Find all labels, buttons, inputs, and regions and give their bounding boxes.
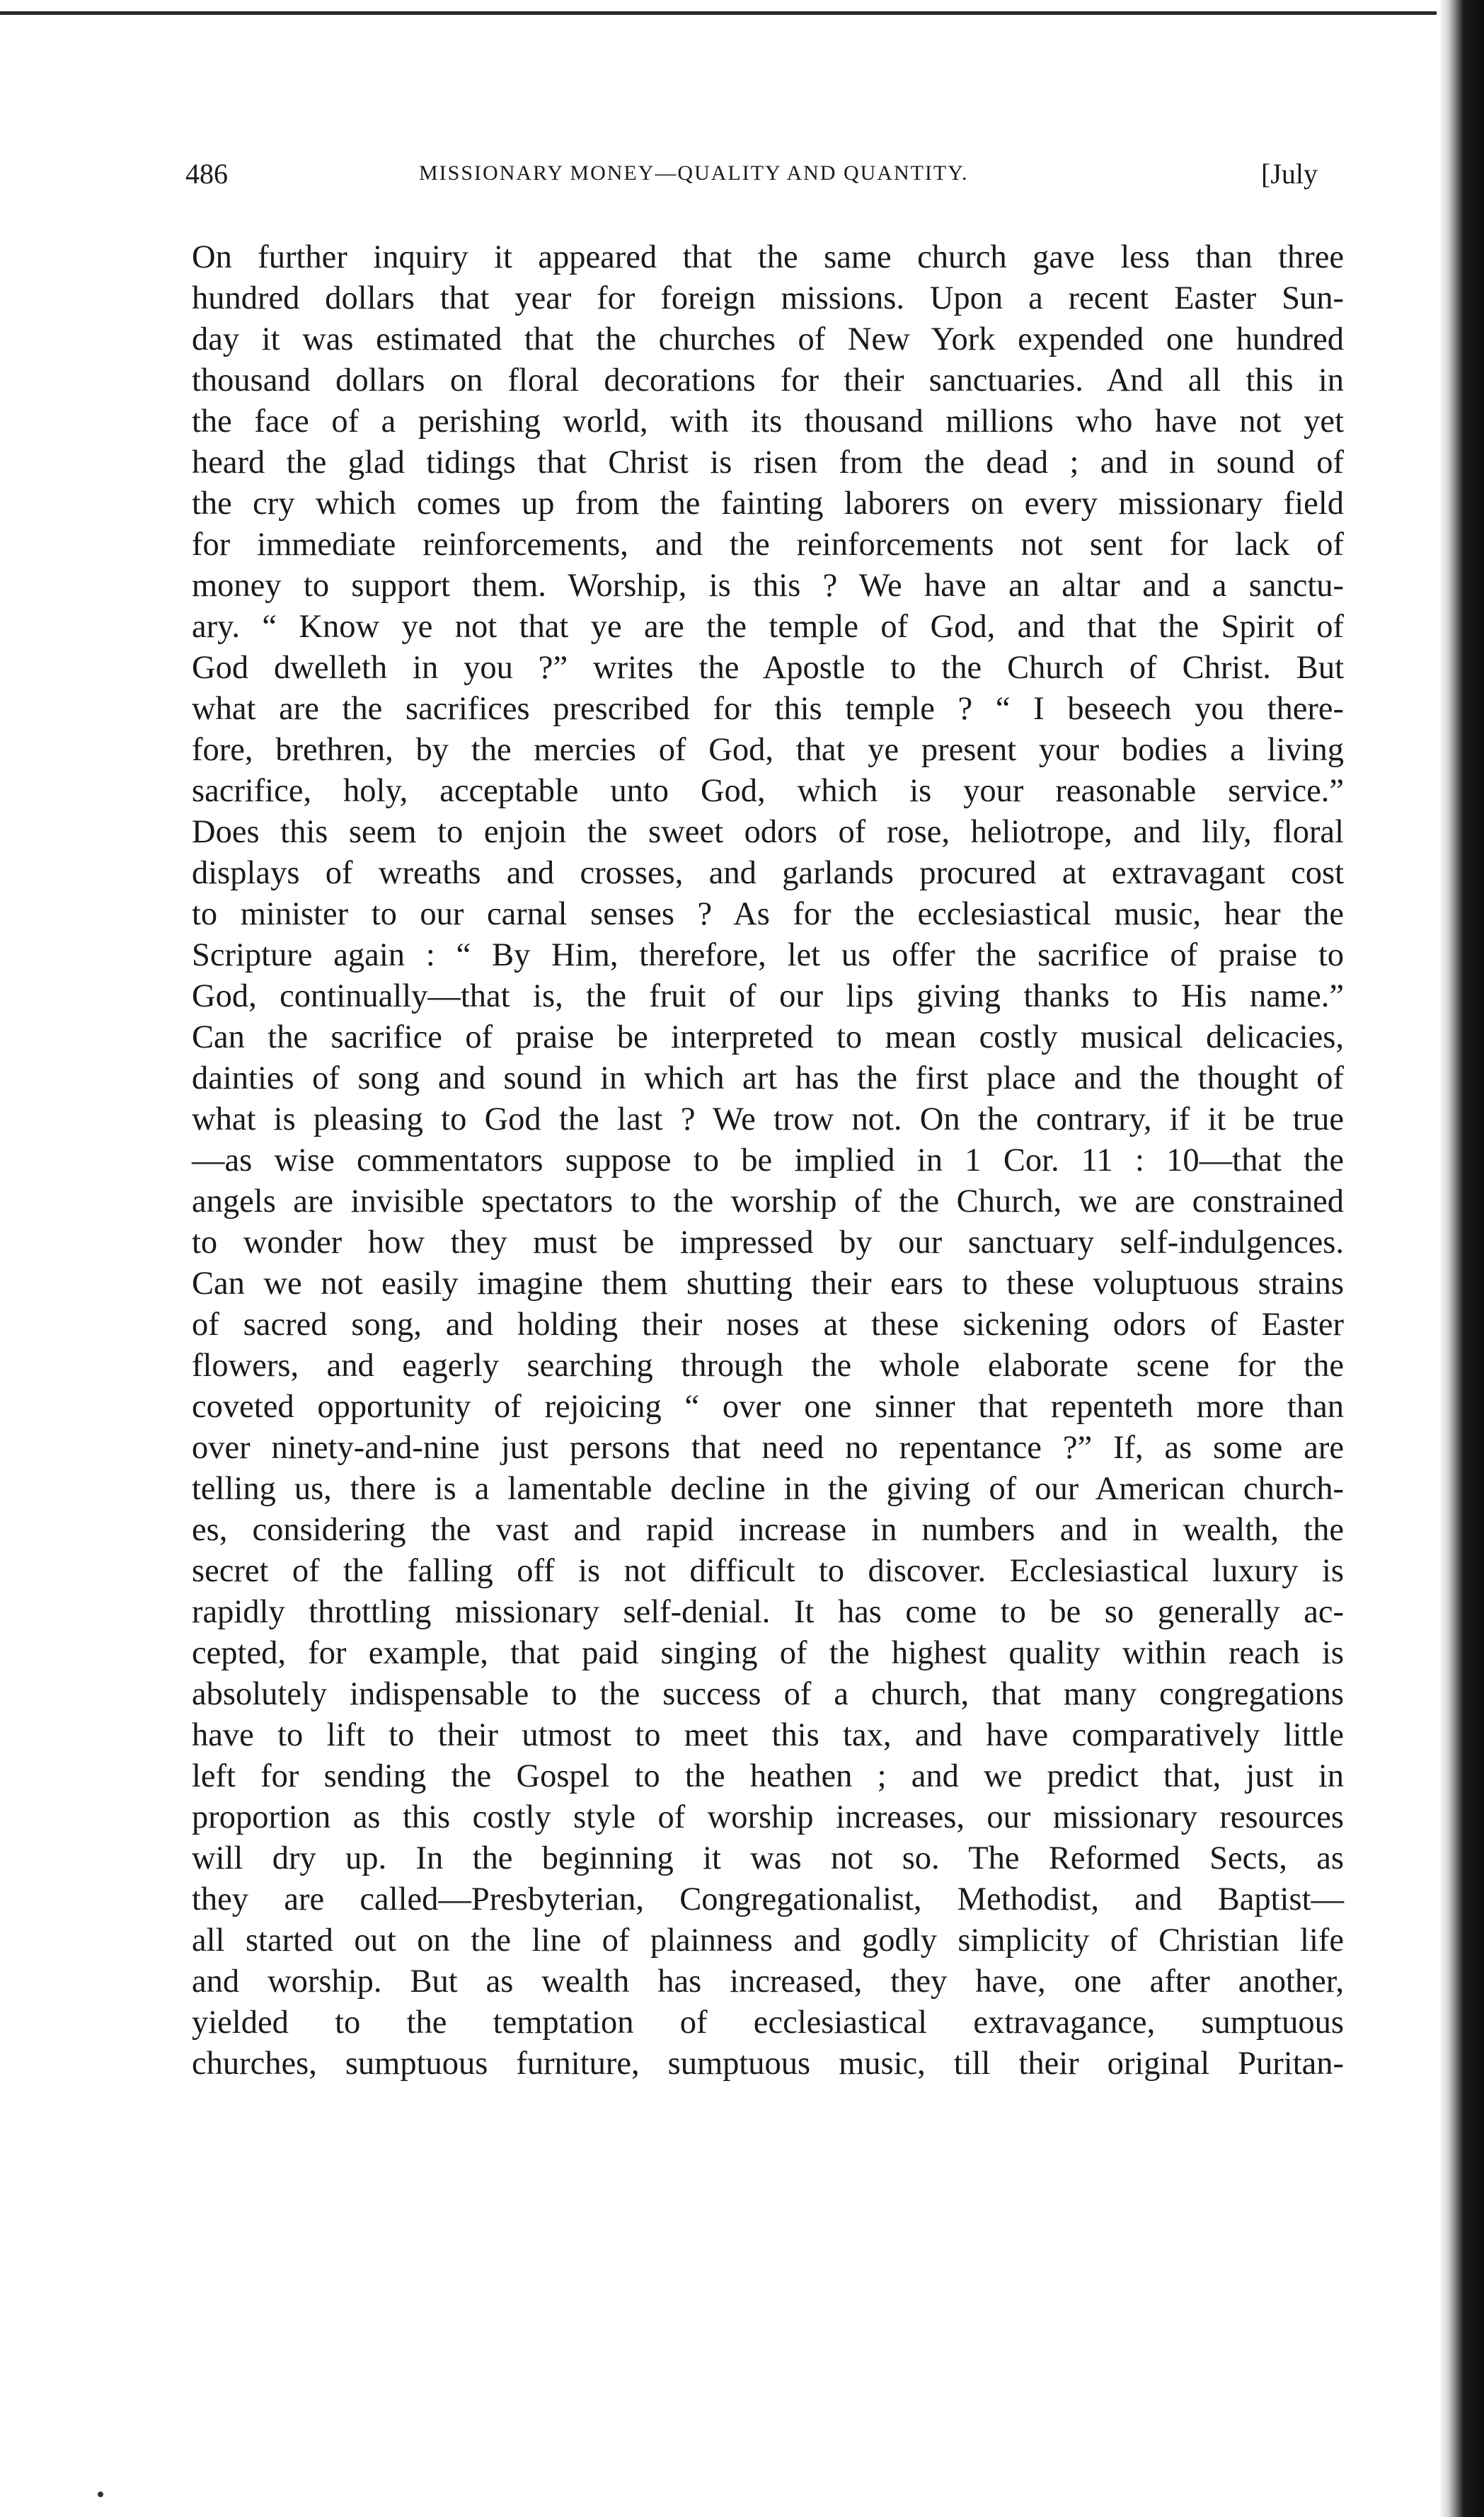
body-line: the cry which comes up from the fainting laborers on every missionary field <box>192 486 1344 522</box>
body-line: —as wise commentators suppose to be implied in 1 Cor. 11 : 10—that the <box>192 1142 1344 1179</box>
body-line: hundred dollars that year for foreign missions. Upon a recent Easter Sun- <box>192 280 1344 316</box>
body-line: Can we not easily imagine them shutting their ears to these voluptuous strains <box>192 1266 1344 1302</box>
header-month: [July <box>1261 158 1318 190</box>
body-line: cepted, for example, that paid singing of the highest quality within reach is <box>192 1635 1344 1671</box>
body-line: to wonder how they must be impressed by our sanctuary self-indulgences. <box>192 1225 1344 1261</box>
body-line: to minister to our carnal senses ? As for the ecclesiastical music, hear the <box>192 896 1344 932</box>
body-line: of sacred song, and holding their noses at these sickening odors of Easter <box>192 1307 1344 1343</box>
body-line: day it was estimated that the churches of New York expended one hundred <box>192 321 1344 357</box>
body-line: Scripture again : “ By Him, therefore, let us offer the sacrifice of praise to <box>192 937 1344 973</box>
body-line: God dwelleth in you ?” writes the Apostle to the Church of Christ. But <box>192 650 1344 686</box>
body-line: fore, brethren, by the mercies of God, that ye present your bodies a living <box>192 732 1344 768</box>
body-text <box>192 237 1344 2085</box>
body-line: rapidly throttling missionary self-denial. It has come to be so generally ac- <box>192 1594 1344 1630</box>
body-line: es, considering the vast and rapid increase in numbers and in wealth, the <box>192 1512 1344 1548</box>
page-number: 486 <box>185 158 228 190</box>
body-line: coveted opportunity of rejoicing “ over one sinner that repenteth more than <box>192 1389 1344 1425</box>
body-line: money to support them. Worship, is this ? We have an altar and a sanctu- <box>192 568 1344 604</box>
body-line: telling us, there is a lamentable decline in the giving of our American church- <box>192 1471 1344 1507</box>
stray-ink-dot <box>98 2492 103 2497</box>
body-line: for immediate reinforcements, and the reinforcements not sent for lack of <box>192 527 1344 563</box>
body-line: heard the glad tidings that Christ is risen from the dead ; and in sound of <box>192 445 1344 481</box>
body-line: sacrifice, holy, acceptable unto God, which is your reasonable service.” <box>192 773 1344 809</box>
body-line: yielded to the temptation of ecclesiastical extravagance, sumptuous <box>192 2005 1344 2041</box>
body-line: secret of the falling off is not difficult to discover. Ecclesiastical luxury is <box>192 1553 1344 1589</box>
running-title: MISSIONARY MONEY—QUALITY AND QUANTITY. <box>419 161 969 185</box>
body-line: over ninety-and-nine just persons that need no repentance ?” If, as some are <box>192 1430 1344 1466</box>
body-line: God, continually—that is, the fruit of our lips giving thanks to His name.” <box>192 978 1344 1014</box>
top-border-rule <box>0 11 1437 15</box>
body-line: flowers, and eagerly searching through the whole elaborate scene for the <box>192 1348 1344 1384</box>
body-line: Does this seem to enjoin the sweet odors of rose, heliotrope, and lily, floral <box>192 814 1344 850</box>
body-line: will dry up. In the beginning it was not so. The Reformed Sects, as <box>192 1840 1344 1876</box>
body-line: the face of a perishing world, with its thousand millions who have not yet <box>192 403 1344 440</box>
body-line: displays of wreaths and crosses, and garlands procured at extravagant cost <box>192 855 1344 891</box>
body-line: Can the sacrifice of praise be interpreted to mean costly musical delicacies, <box>192 1019 1344 1055</box>
body-line: what are the sacrifices prescribed for this temple ? “ I beseech you there- <box>192 691 1344 727</box>
body-line: churches, sumptuous furniture, sumptuous music, till their original Puritan- <box>192 2046 1344 2082</box>
body-line: have to lift to their utmost to meet this tax, and have comparatively little <box>192 1717 1344 1753</box>
body-line: all started out on the line of plainness and godly simplicity of Christian life <box>192 1922 1344 1959</box>
body-line: dainties of song and sound in which art has the first place and the thought of <box>192 1060 1344 1096</box>
body-line: ary. “ Know ye not that ye are the temple of God, and that the Spirit of <box>192 609 1344 645</box>
body-line: they are called—Presbyterian, Congregationalist, Methodist, and Baptist— <box>192 1881 1344 1917</box>
body-line: what is pleasing to God the last ? We trow not. On the contrary, if it be true <box>192 1101 1344 1137</box>
body-line: On further inquiry it appeared that the same church gave less than three <box>192 239 1344 275</box>
page-header <box>185 157 1318 200</box>
body-line: thousand dollars on floral decorations for their sanctuaries. And all this in <box>192 362 1344 399</box>
body-line: proportion as this costly style of worship increases, our missionary resources <box>192 1799 1344 1835</box>
body-line: left for sending the Gospel to the heathen ; and we predict that, just in <box>192 1758 1344 1794</box>
body-line: and worship. But as wealth has increased, they have, one after another, <box>192 1963 1344 2000</box>
body-line: absolutely indispensable to the success of a church, that many congregations <box>192 1676 1344 1712</box>
body-line: angels are invisible spectators to the worship of the Church, we are constrained <box>192 1183 1344 1220</box>
page-edge-shadow <box>1439 0 1484 2517</box>
